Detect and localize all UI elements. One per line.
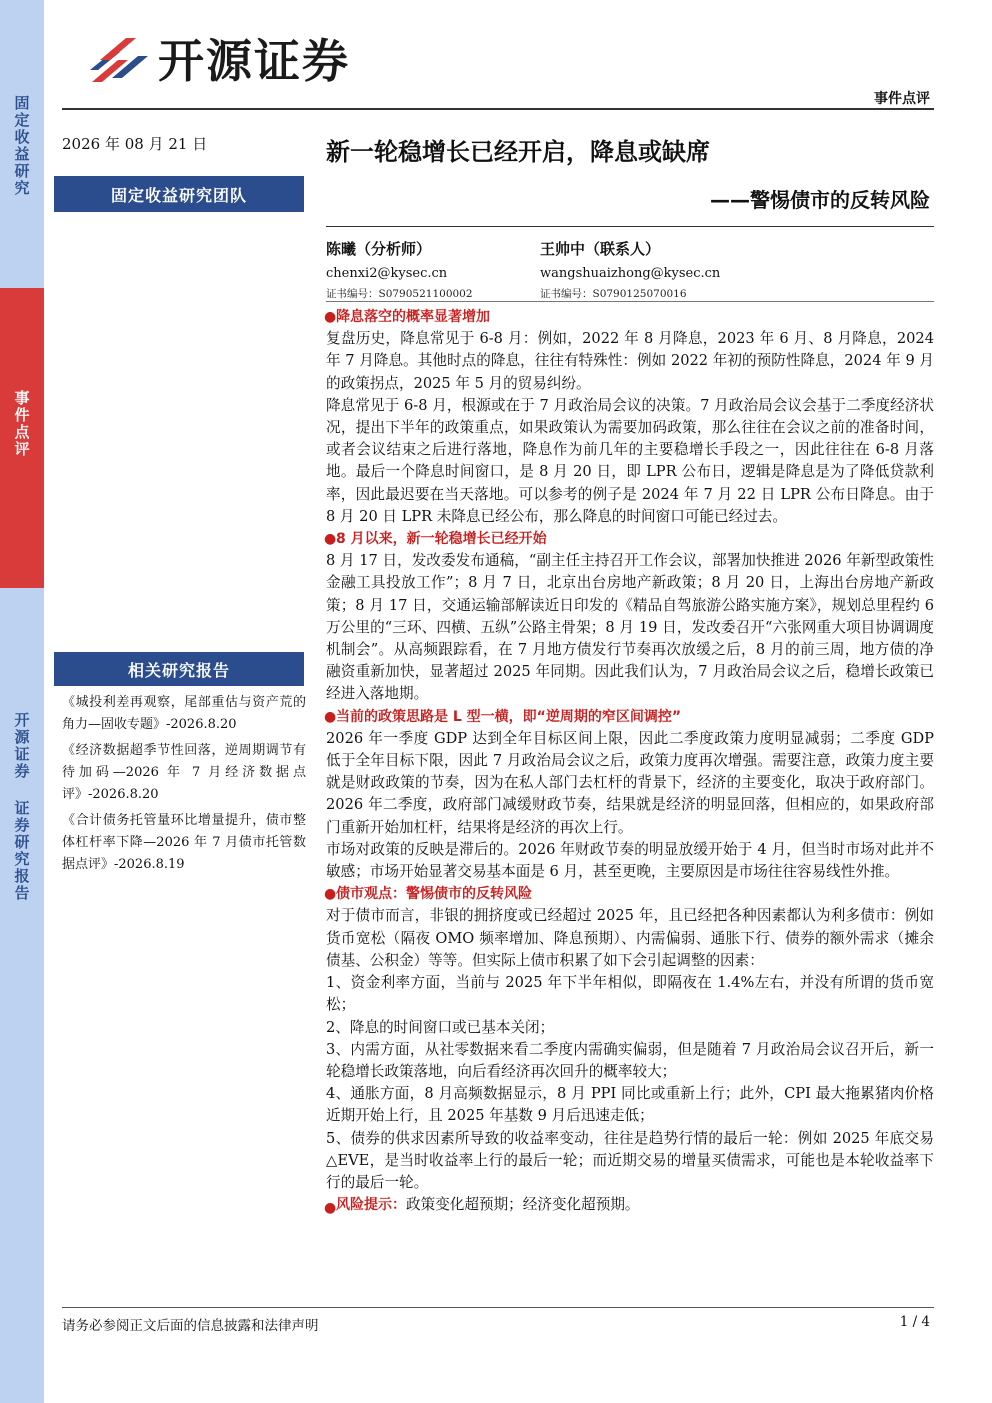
paragraph: 复盘历史，降息常见于 6-8 月：例如，2022 年 8 月降息，2023 年 6 月、8 月降息，2024 年 7 月降息。其他时点的降息，往往有特殊性：例如 2022 年初的预防性降息，2024 年 9 月的政策拐点，2025 年 5 月的贸易纠纷。 — [326, 330, 934, 392]
sidebar-label-brand: 开源证券 证券研究报告 — [12, 712, 31, 902]
related-reports-title: 相关研究报告 — [54, 652, 304, 686]
related-report-link[interactable]: 《合计债务托管量环比增量提升，债市整体杠杆率下降—2026 年 7 月债市托管数据点评》-2026.8.19 — [62, 813, 306, 872]
bullet-icon: ● — [324, 708, 337, 725]
report-body — [326, 306, 934, 1216]
report-title: 新一轮稳增长已经开启，降息或缺席 — [326, 138, 710, 166]
title-divider — [326, 226, 934, 227]
sidebar-bottom-band — [0, 588, 44, 1403]
bullet-icon: ● — [324, 1200, 337, 1217]
section-heading: ● 8 月以来，新一轮稳增长已经开始 — [326, 528, 934, 550]
bullet-icon: ● — [324, 886, 337, 903]
paragraph: 市场对政策的反映是滞后的。2026 年财政节奏的明显放缓开始于 4 月，但当时市场对此并不敏感；市场开始显著交易基本面是 6 月，甚至更晚，主要原因是市场往往容易线性外推。 — [326, 840, 934, 881]
author-cert: 证书编号：S0790125070016 — [540, 288, 687, 300]
list-item: 2、降息的时间窗口或已基本关闭； — [326, 1018, 555, 1036]
report-subtitle: ——警惕债市的反转风险 — [710, 188, 930, 212]
list-item: 3、内需方面，从社零数据来看二季度内需确实偏弱，但是随着 7 月政治局会议召开后，新一轮稳增长政策落地，向后看经济再次回升的概率较大； — [326, 1040, 934, 1080]
section-heading: ● 降息落空的概率显著增加 — [326, 306, 934, 328]
brand-logo — [86, 28, 350, 88]
section-heading: ● 当前的政策思路是 L 型一横，即“逆周期的窄区间调控” — [326, 706, 934, 728]
risk-text: 政策变化超预期；经济变化超预期。 — [406, 1196, 640, 1214]
author-block — [540, 238, 720, 301]
author-email[interactable]: chenxi2@kysec.cn — [326, 266, 448, 281]
paragraph: 8 月 17 日，发改委发布通稿，“副主任主持召开工作会议，部署加快推进 2026 年新型政策性金融工具投放工作”；8 月 7 日，北京出台房地产新政策；8 月 20 日，上海出台房地产新政策；8 月 17 日，交通运输部解读近日印发的《精品自驾旅游公路实施方案》，规划总里程约 6 万公里的“三环、四横、五纵”公路主骨架；8 月 19 日，发改委召开“六张网重大项目协调调度机制会”。从高频跟踪看，在 7 月地方债发行节奏再次放缓之后，8 月的前三周，地方债的净融资重新加快，显著超过 2025 年同期。因此我们认为，7 月政治局会议之后，稳增长政策已经进入落地期。 — [326, 552, 934, 703]
page-number: 1 / 4 — [899, 1314, 930, 1330]
section-heading: ● 债市观点：警惕债市的反转风险 — [326, 883, 934, 905]
author-name: 陈曦（分析师） — [326, 240, 432, 258]
team-label: 固定收益研究团队 — [54, 176, 304, 212]
footer-disclaimer: 请务必参阅正文后面的信息披露和法律声明 — [62, 1318, 319, 1334]
footer-divider — [62, 1307, 934, 1308]
author-cert: 证书编号：S0790521100002 — [326, 288, 473, 300]
report-date: 2026 年 08 月 21 日 — [62, 135, 208, 153]
brand-name: 开源证券 — [158, 34, 350, 88]
paragraph: 对于债市而言，非银的拥挤度或已经超过 2025 年，且已经把各种因素都认为利多债市：例如货币宽松（隔夜 OMO 频率增加、降息预期）、内需偏弱、通胀下行、债券的额外需求（摊余债基、公积金）等等。但实际上债市积累了如下会引起调整的因素： — [326, 907, 934, 969]
header-divider — [62, 108, 934, 110]
author-block — [326, 238, 473, 301]
related-reports-list — [62, 692, 306, 880]
sidebar-label-event-review: 事件点评 — [12, 390, 31, 458]
list-item: 5、债券的供求因素所导致的收益率变动，往往是趋势行情的最后一轮：例如 2025 年底交易△EVE，是当时收益率上行的最后一轮；而近期交易的增量买债需求，可能也是本轮收益率下行的最后一轮。 — [326, 1129, 934, 1191]
paragraph: 2026 年一季度 GDP 达到全年目标区间上限，因此二季度政策力度明显减弱；二季度 GDP 低于全年目标下限，因此 7 月政治局会议之后，政策力度再次增强。需要注意，政策力度主要就是财政政策的节奏，因为在私人部门去杠杆的背景下，经济的主要变化，取决于政府部门。2026 年二季度，政府部门减缓财政节奏，结果就是经济的明显回落，但相应的，如果政府部门重新开始加杠杆，结果将是经济的再次上行。 — [326, 729, 934, 836]
list-item: 4、通胀方面，8 月高频数据显示，8 月 PPI 同比或重新上行；此外，CPI 最大拖累猪肉价格近期开始上行，且 2025 年基数 9 月后迅速走低； — [326, 1085, 934, 1125]
paragraph: 降息常见于 6-8 月，根源或在于 7 月政治局会议的决策。7 月政治局会议会基于二季度经济状况，提出下半年的政策重点，如果政策认为需要加码政策，那么往往在会议之前的准备时间，或者会议结束之后进行落地，降息作为前几年的主要稳增长手段之一，因此往往在 6-8 月落地。最后一个降息时间窗口，是 8 月 20 日，即 LPR 公布日，逻辑是降息是为了降低贷款利率，因此最迟要在当天落地。可以参考的例子是 2024 年 7 月 22 日 LPR 公布日降息。由于 8 月 20 日 LPR 未降息已经公布，那么降息的时间窗口可能已经过去。 — [326, 396, 934, 525]
logo-mark-icon — [86, 30, 150, 86]
bullet-icon: ● — [324, 531, 337, 548]
bullet-icon: ● — [324, 309, 337, 325]
author-divider — [326, 301, 934, 302]
sidebar-label-fixed-income: 固定收益研究 — [12, 95, 31, 197]
risk-heading: ● 风险提示： — [326, 1197, 406, 1213]
list-item: 1、资金利率方面，当前与 2025 年下半年相似，即隔夜在 1.4%左右，并没有所谓的货币宽松； — [326, 974, 934, 1014]
related-report-link[interactable]: 《城投利差再观察，尾部重估与资产荒的角力—固收专题》-2026.8.20 — [62, 695, 306, 732]
related-report-link[interactable]: 《经济数据超季节性回落，逆周期调节有待加码—2026 年 7 月经济数据点评》-2026.8.20 — [62, 743, 306, 802]
doc-type-label: 事件点评 — [874, 91, 930, 107]
author-name: 王帅中（联系人） — [540, 240, 661, 258]
risk-note — [326, 1194, 934, 1216]
author-email[interactable]: wangshuaizhong@kysec.cn — [540, 266, 721, 281]
